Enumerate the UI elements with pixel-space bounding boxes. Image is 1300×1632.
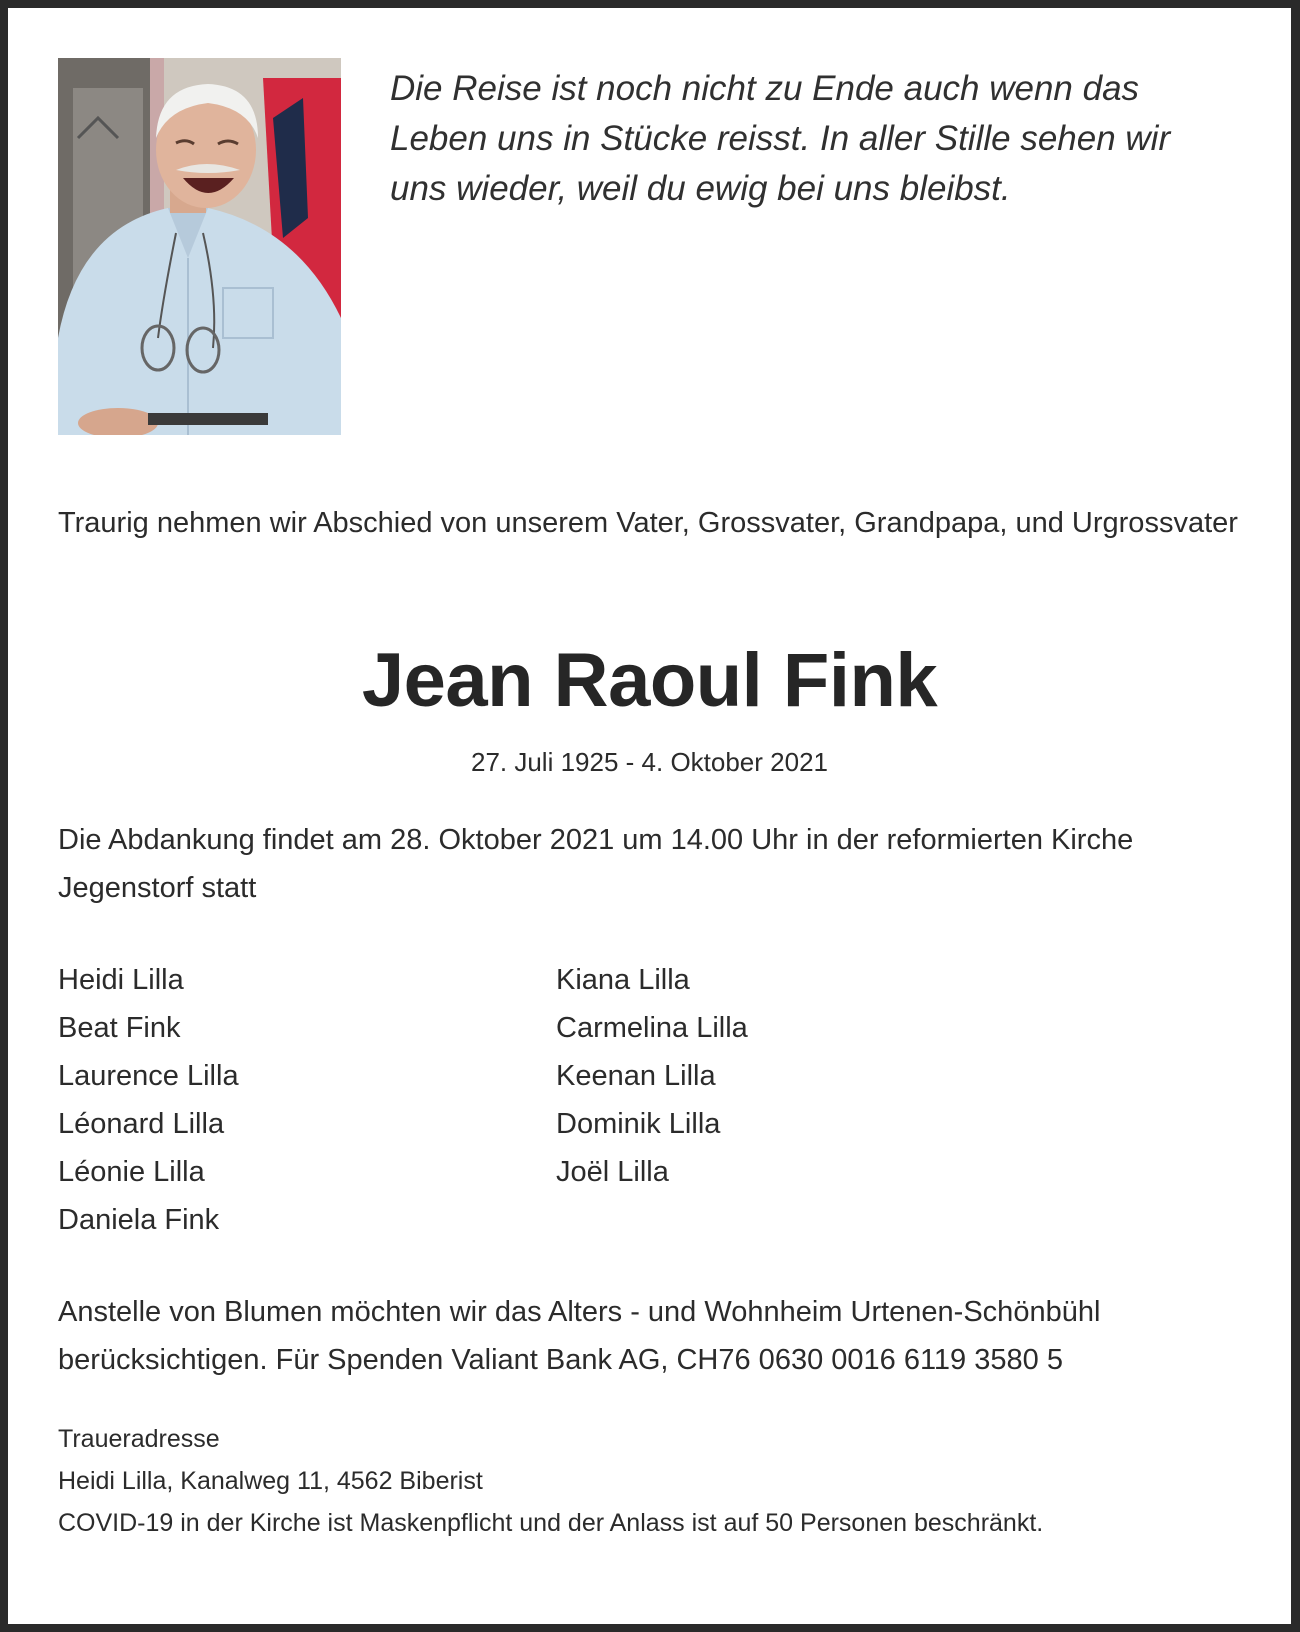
portrait-photo xyxy=(58,58,341,435)
mourners-list-right xyxy=(556,956,748,1196)
mourner-name: Heidi Lilla xyxy=(58,964,184,996)
deceased-name: Jean Raoul Fink xyxy=(361,638,938,723)
farewell-text: Traurig nehmen wir Abschied von unserem Vater, Grossvater, Grandpapa, und Urgrossvater xyxy=(58,507,1238,539)
mourner-name: Kiana Lilla xyxy=(556,964,690,996)
mourner-name: Laurence Lilla xyxy=(58,1060,239,1092)
obituary-page xyxy=(8,8,1291,1624)
memorial-poem: Die Reise ist noch nicht zu Ende auch wenn das Leben uns in Stücke reisst. In aller Stille sehen wir uns wieder, weil du ewig bei uns bleibst. xyxy=(390,69,1171,208)
mourning-address-block xyxy=(58,1418,1258,1544)
mourner-name: Dominik Lilla xyxy=(556,1108,721,1140)
mourners-list-left xyxy=(58,956,239,1244)
mourner-name: Keenan Lilla xyxy=(556,1060,716,1092)
mourner-name: Joël Lilla xyxy=(556,1156,669,1188)
life-dates: 27. Juli 1925 - 4. Oktober 2021 xyxy=(470,747,828,777)
mourner-name: Beat Fink xyxy=(58,1012,181,1044)
mourner-name: Léonard Lilla xyxy=(58,1108,225,1140)
donation-text: Anstelle von Blumen möchten wir das Alters - und Wohnheim Urtenen-Schönbühl berücksichtigen. Für Spenden Valiant Bank AG, CH76 0630 0016 6119 3580 5 xyxy=(58,1296,1101,1376)
mourner-name: Léonie Lilla xyxy=(58,1156,205,1188)
funeral-service-text: Die Abdankung findet am 28. Oktober 2021 um 14.00 Uhr in der reformierten Kirche Jegenstorf statt xyxy=(58,824,1134,904)
covid-notice: COVID-19 in der Kirche ist Maskenpflicht und der Anlass ist auf 50 Personen beschränkt. xyxy=(58,1509,1044,1537)
address-heading: Traueradresse xyxy=(58,1425,220,1453)
mourner-name: Carmelina Lilla xyxy=(556,1012,748,1044)
mourner-name: Daniela Fink xyxy=(58,1204,220,1236)
address-line: Heidi Lilla, Kanalweg 11, 4562 Biberist xyxy=(58,1467,483,1495)
